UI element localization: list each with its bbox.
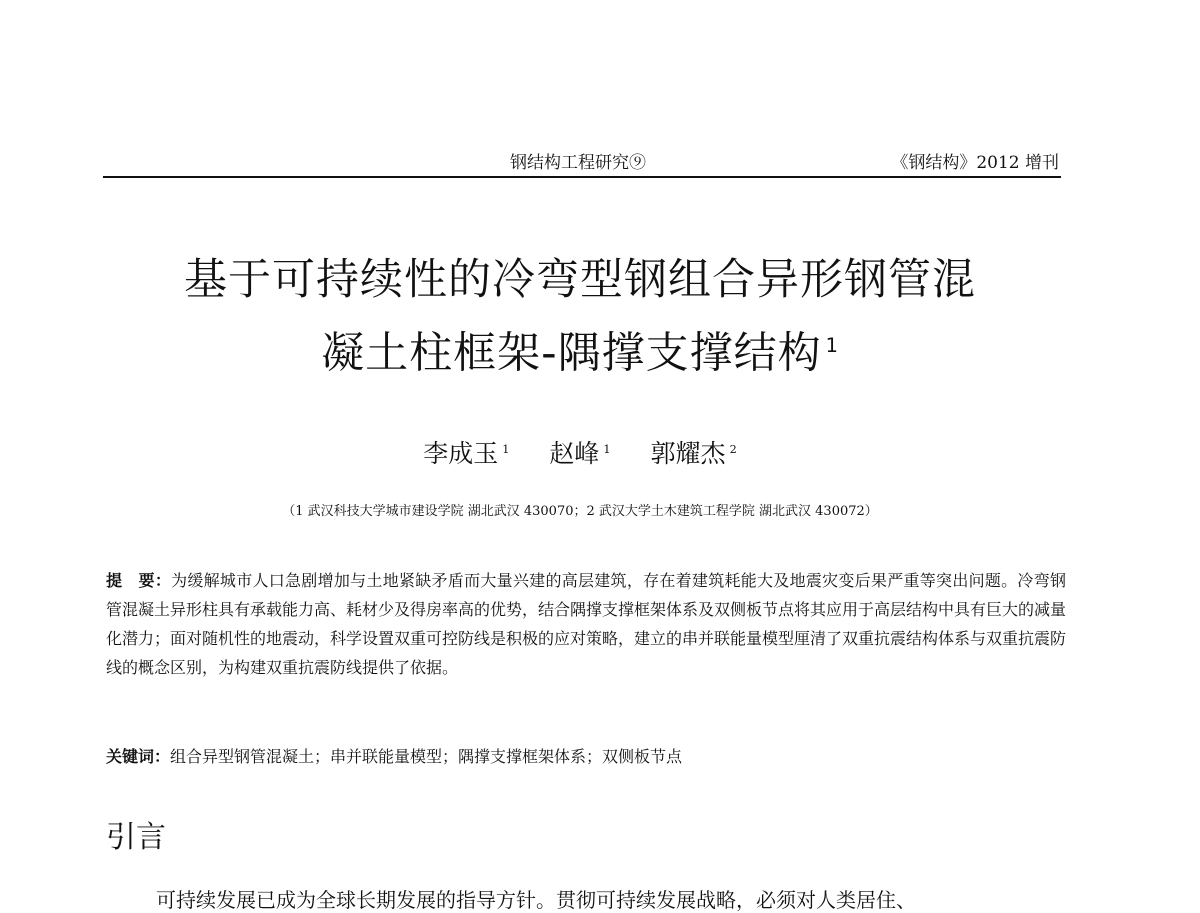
keywords — [106, 744, 1066, 767]
author-list — [0, 434, 1160, 470]
abstract-label: 提 要： — [106, 571, 172, 590]
keywords-label: 关键词： — [106, 747, 171, 766]
abstract — [106, 566, 1066, 682]
running-head-journal: 《钢结构》2012 增刊 — [891, 153, 1059, 173]
title-line-2: 凝土柱框架-隅撑支撑结构 — [321, 328, 822, 379]
abstract-text: 为缓解城市人口急剧增加与土地紧缺矛盾而大量兴建的高层建筑，存在着建筑耗能大及地震灾变后果严重等突出问题。冷弯钢管混凝土异形柱具有承载能力高、耗材少及得房率高的优势，结合隅撑支撑框架体系及双侧板节点将其应用于高层结构中具有巨大的减量化潜力；面对随机性的地震动，科学设置双重可控防线是积极的应对策略，建立的串并联能量模型厘清了双重抗震结构体系与双重抗震防线的概念区别，为构建双重抗震防线提供了依据。 — [106, 571, 1067, 677]
author-affil-mark: 1 — [603, 442, 611, 456]
title-line-2-wrap — [0, 313, 1160, 386]
author — [549, 439, 610, 468]
body-paragraph: 可持续发展已成为全球长期发展的指导方针。贯彻可持续发展战略，必须对人类居住、 — [156, 888, 916, 912]
title-footnote-mark: 1 — [825, 334, 839, 357]
keywords-text: 组合异型钢管混凝土；串并联能量模型；隅撑支撑框架体系；双侧板节点 — [170, 747, 683, 766]
paper-title — [0, 248, 1160, 386]
author-name: 赵峰 — [549, 439, 600, 468]
author — [423, 439, 509, 468]
title-line-1: 基于可持续性的冷弯型钢组合异形钢管混 — [184, 255, 976, 305]
running-head-series: 钢结构工程研究⑨ — [510, 153, 646, 173]
author — [651, 439, 737, 468]
section-heading-introduction: 引言 — [106, 820, 166, 855]
author-affil-mark: 2 — [729, 442, 737, 456]
affiliations: （1 武汉科技大学城市建设学院 湖北武汉 430070；2 武汉大学土木建筑工程学院 湖北武汉 430072） — [282, 504, 878, 519]
running-head — [103, 142, 1061, 178]
author-affil-mark: 1 — [502, 442, 510, 456]
author-name: 李成玉 — [423, 439, 499, 468]
author-name: 郭耀杰 — [650, 439, 726, 468]
